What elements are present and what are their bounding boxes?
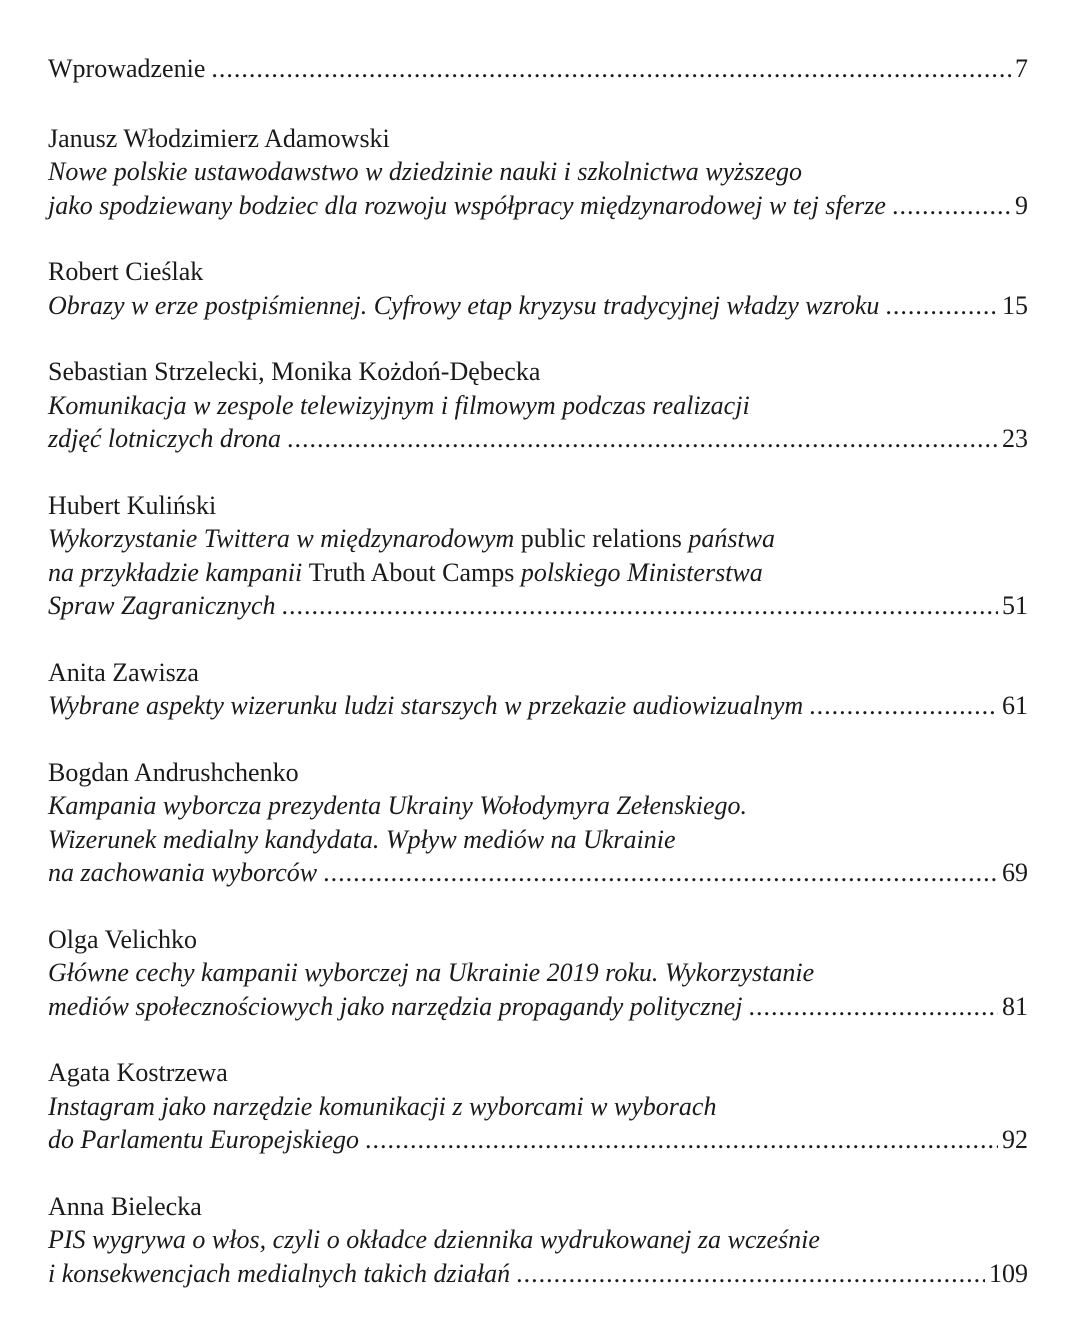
toc-intro-label: Wprowadzenie [48,54,206,83]
toc-intro-page: 7 [1015,54,1028,83]
entry-page-number: 92 [1002,1125,1028,1154]
entry-author: Olga Velichko [48,924,197,954]
entry-page-number: 51 [1002,591,1028,620]
entry-page-number: 69 [1002,858,1028,887]
entry-author: Anna Bielecka [48,1191,202,1221]
toc-entry[interactable] [48,489,1028,623]
leader-dots [365,1123,998,1157]
entry-author: Robert Cieślak [48,257,204,286]
entry-page-number: 15 [1002,290,1028,320]
entry-title-line: Wizerunek medialny kandydata. Wpływ mediów na Ukrainie [48,824,676,854]
leader-dots [516,1257,985,1291]
entry-title-line: Wybrane aspekty wizerunku ludzi starszych w przekazie audiowizualnym [48,691,804,720]
entry-title-line: Wykorzystanie Twittera w międzynarodowym public relations państwa [48,524,775,553]
toc-entry[interactable] [48,355,1028,456]
leader-dots [323,856,998,890]
entry-title-line: zdjęć lotniczych drona [48,424,281,453]
entry-title-line: PIS wygrywa o włos, czyli o okładce dziennika wydrukowanej za wcześnie [48,1225,820,1254]
entry-title-upright: Truth About Camps [308,557,515,587]
entry-title-upright: public relations [520,524,682,553]
toc-entry[interactable] [48,1190,1028,1291]
entry-page-number: 81 [1002,991,1028,1021]
leader-dots [892,189,1011,223]
toc-entry[interactable] [48,1056,1028,1157]
table-of-contents [48,52,1028,1290]
leader-dots [809,689,998,723]
entry-title-line: Nowe polskie ustawodawstwo w dziedzinie nauki i szkolnictwa wyższego [48,157,802,186]
entry-title-line: mediów społecznościowych jako narzędzia propagandy politycznej [48,991,743,1021]
entry-page-number: 61 [1002,691,1028,720]
toc-entry[interactable] [48,923,1028,1024]
entry-author: Janusz Włodzimierz Adamowski [48,123,390,153]
toc-entry[interactable] [48,656,1028,723]
entry-page-number: 9 [1015,190,1028,220]
entry-title-line: Obrazy w erze postpiśmiennej. Cyfrowy etap kryzysu tradycyjnej władzy wzroku [48,290,880,320]
entry-page-number: 109 [989,1258,1028,1288]
toc-intro-line[interactable] [48,52,1028,86]
entry-title-line: Instagram jako narzędzie komunikacji z wyborcami w wyborach [48,1091,717,1121]
entry-title-line: Spraw Zagranicznych [48,591,276,620]
toc-entry[interactable] [48,756,1028,890]
entry-title-line: na zachowania wyborców [48,858,318,887]
entry-author: Sebastian Strzelecki, Monika Kożdoń-Dębecka [48,357,541,386]
toc-entry[interactable] [48,122,1028,223]
leader-dots [885,289,998,323]
leader-dots [287,422,998,456]
entry-title-line: Główne cechy kampanii wyborczej na Ukrainie 2019 roku. Wykorzystanie [48,958,815,987]
leader-dots [211,52,1011,86]
entry-author: Hubert Kuliński [48,490,217,520]
entry-title-line: Komunikacja w zespole telewizyjnym i filmowym podczas realizacji [48,390,750,420]
entry-author: Bogdan Andrushchenko [48,757,299,787]
entry-title-line: na przykładzie kampanii Truth About Camps polskiego Ministerstwa [48,557,763,587]
entry-title-line: Kampania wyborcza prezydenta Ukrainy Wołodymyra Zełenskiego. [48,791,748,820]
entry-title-line: jako spodziewany bodziec dla rozwoju współpracy międzynarodowej w tej sferze [48,190,886,220]
leader-dots [748,990,998,1024]
entry-author: Anita Zawisza [48,657,199,687]
entry-title-line: do Parlamentu Europejskiego [48,1125,359,1154]
entry-title-line: i konsekwencjach medialnych takich działań [48,1258,511,1288]
entry-author: Agata Kostrzewa [48,1058,228,1087]
entry-page-number: 23 [1002,424,1028,453]
toc-entry[interactable] [48,255,1028,322]
leader-dots [282,589,999,623]
